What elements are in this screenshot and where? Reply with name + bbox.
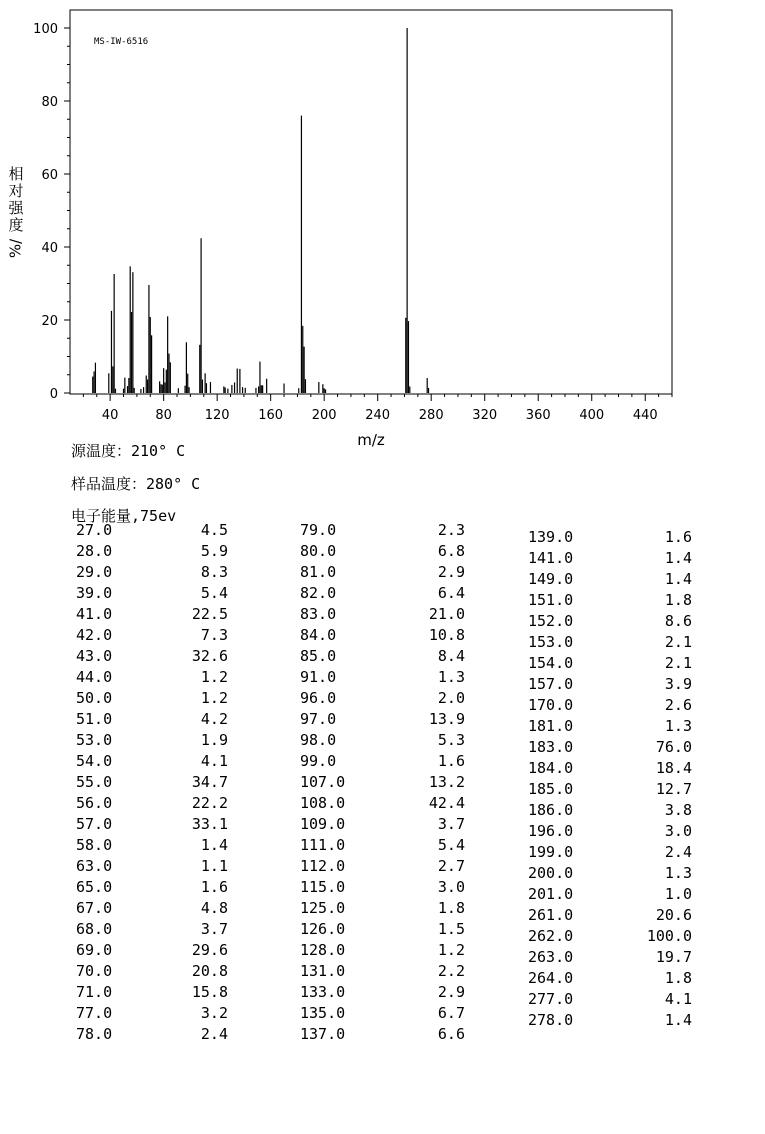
abundance-value: 1.6 [437, 752, 465, 770]
peak-table-row [300, 793, 465, 814]
peak-table-row [76, 793, 228, 814]
mz-value: 55.0 [76, 773, 113, 791]
peak-table-row [76, 625, 228, 646]
mz-value: 112.0 [300, 857, 346, 875]
peak-table-row [528, 842, 692, 863]
mz-value: 56.0 [76, 794, 113, 812]
mz-value: 151.0 [528, 591, 574, 609]
mz-value: 65.0 [76, 878, 113, 896]
x-tick-label: 200 [311, 408, 337, 423]
mz-value: 39.0 [76, 584, 113, 602]
abundance-value: 6.4 [437, 584, 465, 602]
mz-value: 27.0 [76, 521, 113, 539]
abundance-value: 18.4 [655, 759, 692, 777]
abundance-value: 2.3 [437, 521, 465, 539]
peak-table-column-3 [528, 527, 692, 1031]
mz-value: 111.0 [300, 836, 346, 854]
y-tick-label: 40 [41, 241, 58, 256]
abundance-value: 33.1 [191, 815, 228, 833]
peak-table-row [528, 737, 692, 758]
peak-table-row [76, 961, 228, 982]
mz-value: 277.0 [528, 990, 574, 1008]
x-axis-ticks [83, 394, 672, 423]
mz-value: 128.0 [300, 941, 346, 959]
spectrum-peaks [93, 28, 429, 393]
abundance-value: 13.9 [428, 710, 465, 728]
abundance-value: 6.6 [437, 1025, 465, 1043]
peak-table-row [300, 709, 465, 730]
abundance-value: 22.2 [191, 794, 228, 812]
abundance-value: 22.5 [191, 605, 228, 623]
peak-table-row [528, 947, 692, 968]
mz-value: 107.0 [300, 773, 346, 791]
peak-table-row [300, 646, 465, 667]
abundance-value: 2.0 [437, 689, 465, 707]
abundance-value: 2.9 [437, 563, 465, 581]
peak-table-row [300, 1003, 465, 1024]
mz-value: 44.0 [76, 668, 113, 686]
peak-table-row [300, 541, 465, 562]
abundance-value: 1.3 [437, 668, 465, 686]
mz-value: 98.0 [300, 731, 337, 749]
abundance-value: 4.5 [200, 521, 228, 539]
electron-energy: 电子能量,75ev [71, 507, 177, 525]
abundance-value: 3.8 [664, 801, 692, 819]
mz-value: 77.0 [76, 1004, 113, 1022]
mz-value: 54.0 [76, 752, 113, 770]
mz-value: 109.0 [300, 815, 346, 833]
peak-table-row [300, 625, 465, 646]
peak-table-row [76, 814, 228, 835]
mz-value: 91.0 [300, 668, 337, 686]
abundance-value: 1.8 [664, 591, 692, 609]
peak-table-row [528, 779, 692, 800]
peak-table-row [300, 688, 465, 709]
mz-value: 152.0 [528, 612, 574, 630]
mz-value: 170.0 [528, 696, 574, 714]
abundance-value: 34.7 [191, 773, 228, 791]
peak-table-row [528, 527, 692, 548]
mz-value: 264.0 [528, 969, 574, 987]
mz-value: 80.0 [300, 542, 337, 560]
peak-table-row [528, 800, 692, 821]
abundance-value: 8.3 [200, 563, 228, 581]
abundance-value: 5.4 [200, 584, 228, 602]
abundance-value: 8.4 [437, 647, 465, 665]
peak-table-row [76, 898, 228, 919]
mz-value: 70.0 [76, 962, 113, 980]
x-tick-label: 80 [155, 408, 172, 423]
mz-value: 263.0 [528, 948, 574, 966]
abundance-value: 4.1 [200, 752, 228, 770]
mz-value: 53.0 [76, 731, 113, 749]
abundance-value: 12.7 [655, 780, 692, 798]
y-axis-label: 相 对 强 度 %/ [6, 165, 25, 259]
mz-value: 115.0 [300, 878, 346, 896]
mz-value: 29.0 [76, 563, 113, 581]
x-tick-label: 360 [525, 408, 551, 423]
abundance-value: 3.7 [200, 920, 228, 938]
peak-table-row [300, 898, 465, 919]
peak-table-row [76, 877, 228, 898]
peak-table-row [300, 772, 465, 793]
abundance-value: 5.3 [437, 731, 465, 749]
x-tick-label: 400 [579, 408, 605, 423]
mz-value: 79.0 [300, 521, 337, 539]
abundance-value: 2.1 [664, 654, 692, 672]
mz-value: 108.0 [300, 794, 346, 812]
mz-value: 262.0 [528, 927, 574, 945]
abundance-value: 13.2 [428, 773, 465, 791]
peak-table-row [528, 968, 692, 989]
peak-table-row [528, 926, 692, 947]
mz-value: 200.0 [528, 864, 574, 882]
abundance-value: 1.6 [200, 878, 228, 896]
x-tick-label: 240 [365, 408, 391, 423]
x-tick-label: 280 [418, 408, 444, 423]
sample-temperature: 样品温度：280° C [71, 475, 201, 493]
mz-value: 67.0 [76, 899, 113, 917]
mz-value: 63.0 [76, 857, 113, 875]
mz-value: 199.0 [528, 843, 574, 861]
abundance-value: 1.2 [437, 941, 465, 959]
peak-table-row [300, 562, 465, 583]
mz-value: 133.0 [300, 983, 346, 1001]
peak-table-row [76, 835, 228, 856]
mz-value: 261.0 [528, 906, 574, 924]
x-tick-label: 120 [204, 408, 230, 423]
peak-table-row [528, 905, 692, 926]
mz-value: 50.0 [76, 689, 113, 707]
abundance-value: 1.4 [664, 1011, 692, 1029]
peak-table-row [528, 863, 692, 884]
peak-table-row [76, 541, 228, 562]
mz-value: 78.0 [76, 1025, 113, 1043]
mz-value: 184.0 [528, 759, 574, 777]
abundance-value: 1.8 [664, 969, 692, 987]
mz-value: 71.0 [76, 983, 113, 1001]
mz-value: 153.0 [528, 633, 574, 651]
peak-table-row [528, 716, 692, 737]
x-tick-label: 40 [101, 408, 119, 423]
mz-value: 131.0 [300, 962, 346, 980]
abundance-value: 5.9 [200, 542, 228, 560]
peak-table-row [76, 667, 228, 688]
mz-value: 126.0 [300, 920, 346, 938]
abundance-value: 3.7 [437, 815, 465, 833]
abundance-value: 21.0 [428, 605, 465, 623]
peak-table-row [76, 520, 228, 541]
peak-table-row [300, 877, 465, 898]
y-axis-ticks [33, 22, 70, 402]
mz-value: 186.0 [528, 801, 574, 819]
abundance-value: 2.7 [437, 857, 465, 875]
peak-table-row [76, 646, 228, 667]
peak-table-row [76, 1003, 228, 1024]
abundance-value: 8.6 [664, 612, 692, 630]
y-tick-label: 80 [41, 95, 58, 110]
abundance-value: 1.2 [200, 689, 228, 707]
x-tick-label: 440 [632, 408, 658, 423]
peak-table-row [300, 814, 465, 835]
peak-table-row [300, 982, 465, 1003]
abundance-value: 1.5 [437, 920, 465, 938]
abundance-value: 4.2 [200, 710, 228, 728]
y-tick-label: 0 [49, 387, 58, 402]
mz-value: 85.0 [300, 647, 337, 665]
abundance-value: 2.2 [437, 962, 465, 980]
peak-table-row [76, 982, 228, 1003]
peak-table-row [528, 821, 692, 842]
abundance-value: 5.4 [437, 836, 465, 854]
abundance-value: 100.0 [646, 927, 692, 945]
abundance-value: 20.8 [191, 962, 228, 980]
abundance-value: 1.4 [664, 549, 692, 567]
x-axis-label: m/z [357, 431, 385, 449]
abundance-value: 1.1 [200, 857, 228, 875]
peak-table-row [528, 653, 692, 674]
mz-value: 68.0 [76, 920, 113, 938]
mz-value: 185.0 [528, 780, 574, 798]
plot-frame [70, 10, 672, 394]
peak-table-row [300, 961, 465, 982]
abundance-value: 19.7 [655, 948, 692, 966]
mz-value: 58.0 [76, 836, 113, 854]
peak-table-row [300, 583, 465, 604]
abundance-value: 3.0 [664, 822, 692, 840]
y-tick-label: 100 [33, 22, 58, 37]
mz-value: 181.0 [528, 717, 574, 735]
mz-value: 149.0 [528, 570, 574, 588]
abundance-value: 15.8 [191, 983, 228, 1001]
abundance-value: 1.3 [664, 864, 692, 882]
peak-table-column-1 [76, 520, 228, 1045]
mz-value: 42.0 [76, 626, 113, 644]
mass-spectrum-chart [0, 0, 765, 460]
abundance-value: 4.1 [664, 990, 692, 1008]
peak-table-row [76, 583, 228, 604]
peak-table-row [76, 751, 228, 772]
mz-value: 69.0 [76, 941, 113, 959]
abundance-value: 3.9 [664, 675, 692, 693]
peak-table-row [528, 695, 692, 716]
y-tick-label: 20 [41, 314, 58, 329]
mz-value: 183.0 [528, 738, 574, 756]
abundance-value: 10.8 [428, 626, 465, 644]
abundance-value: 2.9 [437, 983, 465, 1001]
mz-value: 83.0 [300, 605, 337, 623]
peak-table-row [76, 1024, 228, 1045]
mz-value: 51.0 [76, 710, 113, 728]
abundance-value: 1.8 [437, 899, 465, 917]
source-temperature: 源温度：210° C [71, 442, 186, 460]
mz-value: 96.0 [300, 689, 337, 707]
mz-value: 81.0 [300, 563, 337, 581]
mz-value: 137.0 [300, 1025, 346, 1043]
peak-table-row [528, 674, 692, 695]
peak-table-row [300, 751, 465, 772]
abundance-value: 76.0 [655, 738, 692, 756]
mz-value: 43.0 [76, 647, 113, 665]
x-tick-label: 320 [472, 408, 498, 423]
peak-table-row [300, 730, 465, 751]
mz-value: 84.0 [300, 626, 337, 644]
abundance-value: 1.2 [200, 668, 228, 686]
mz-value: 57.0 [76, 815, 113, 833]
peak-table-row [528, 989, 692, 1010]
peak-table-row [528, 611, 692, 632]
peak-table-row [300, 940, 465, 961]
peak-table-row [528, 1010, 692, 1031]
mz-value: 82.0 [300, 584, 337, 602]
abundance-value: 2.4 [664, 843, 692, 861]
mz-value: 41.0 [76, 605, 113, 623]
peak-table-row [300, 520, 465, 541]
mz-value: 201.0 [528, 885, 574, 903]
x-tick-label: 160 [258, 408, 284, 423]
abundance-value: 1.4 [200, 836, 228, 854]
peak-table-row [300, 604, 465, 625]
abundance-value: 4.8 [200, 899, 228, 917]
peak-table-row [528, 758, 692, 779]
peak-table-row [76, 730, 228, 751]
peak-table-column-2 [300, 520, 465, 1045]
peak-table-row [300, 835, 465, 856]
abundance-value: 1.3 [664, 717, 692, 735]
abundance-value: 6.7 [437, 1004, 465, 1022]
abundance-value: 3.2 [200, 1004, 228, 1022]
mz-value: 135.0 [300, 1004, 346, 1022]
peak-table-row [300, 1024, 465, 1045]
abundance-value: 1.0 [664, 885, 692, 903]
peak-table-row [76, 562, 228, 583]
mz-value: 97.0 [300, 710, 337, 728]
abundance-value: 6.8 [437, 542, 465, 560]
mz-value: 125.0 [300, 899, 346, 917]
chart-code-label: MS-IW-6516 [94, 37, 149, 47]
abundance-value: 2.4 [200, 1025, 228, 1043]
peak-table-row [76, 688, 228, 709]
mz-value: 154.0 [528, 654, 574, 672]
peak-table-row [76, 856, 228, 877]
abundance-value: 1.9 [200, 731, 228, 749]
abundance-value: 42.4 [428, 794, 465, 812]
abundance-value: 7.3 [200, 626, 228, 644]
peak-table-row [528, 632, 692, 653]
abundance-value: 2.1 [664, 633, 692, 651]
mz-value: 99.0 [300, 752, 337, 770]
peak-table-row [528, 884, 692, 905]
peak-table-row [300, 667, 465, 688]
abundance-value: 1.6 [664, 528, 692, 546]
peak-table-row [300, 856, 465, 877]
abundance-value: 1.4 [664, 570, 692, 588]
abundance-value: 20.6 [655, 906, 692, 924]
mz-value: 278.0 [528, 1011, 574, 1029]
abundance-value: 2.6 [664, 696, 692, 714]
mz-value: 28.0 [76, 542, 113, 560]
mz-value: 139.0 [528, 528, 574, 546]
peak-table-row [76, 919, 228, 940]
peak-table-row [528, 569, 692, 590]
mz-value: 196.0 [528, 822, 574, 840]
abundance-value: 32.6 [191, 647, 228, 665]
peak-table-row [76, 940, 228, 961]
mz-value: 157.0 [528, 675, 574, 693]
mz-value: 141.0 [528, 549, 574, 567]
peak-table-row [300, 919, 465, 940]
peak-table-row [76, 604, 228, 625]
peak-table-row [76, 772, 228, 793]
peak-table-row [528, 548, 692, 569]
peak-table-row [528, 590, 692, 611]
peak-table-row [76, 709, 228, 730]
y-tick-label: 60 [41, 168, 58, 183]
abundance-value: 3.0 [437, 878, 465, 896]
abundance-value: 29.6 [191, 941, 228, 959]
